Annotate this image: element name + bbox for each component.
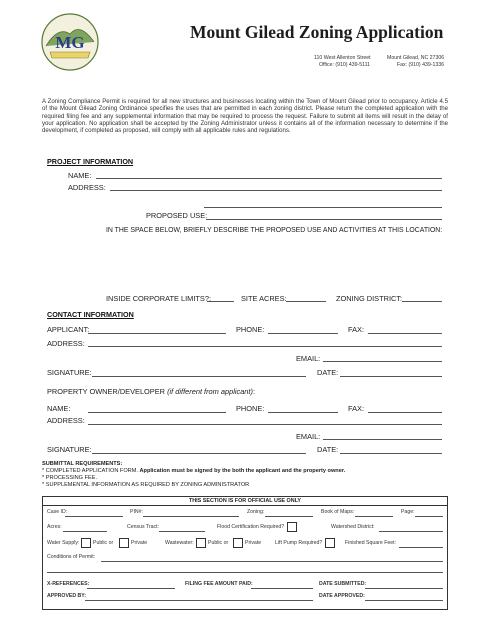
submittal-item-fee: * PROCESSING FEE.	[42, 475, 98, 481]
applicant-field[interactable]	[88, 333, 226, 334]
submittal-heading: SUBMITTAL REQUIREMENTS:	[42, 461, 123, 467]
section-contact-information: CONTACT INFORMATION	[47, 310, 134, 319]
section-project-information: PROJECT INFORMATION	[47, 157, 134, 166]
applicant-phone-field[interactable]	[268, 333, 338, 334]
owner-date-label: DATE:	[317, 445, 339, 454]
water-supply-label: Water Supply:	[47, 540, 80, 546]
applicant-signature-label: SIGNATURE:	[47, 368, 92, 377]
zoning-field[interactable]	[265, 516, 313, 517]
book-of-maps-label: Book of Maps:	[321, 509, 355, 515]
watershed-label: Watershed District:	[331, 524, 375, 530]
filing-fee-label: FILING FEE AMOUNT PAID:	[185, 581, 253, 587]
project-name-label: NAME:	[68, 171, 92, 180]
page-field[interactable]	[415, 516, 443, 517]
owner-name-label: NAME:	[47, 404, 71, 413]
official-use-heading: THIS SECTION IS FOR OFFICIAL USE ONLY	[43, 497, 447, 506]
project-address-field[interactable]	[110, 190, 442, 191]
wastewater-private-label: Private	[245, 540, 262, 546]
intro-paragraph: A Zoning Compliance Permit is required for all new structures and businesses locating within the Town of Mount Gilead prior to occupancy. Article 4.5 of the Mount Gilead Zoning Ordinance specifies the uses that are permitted in each zoning district. Please return the completed application with the required filing fee and any supplemental information that may be required to process the request. Failure to submit all items will result in the delay of your application. No application shall be accepted by the Zoning Administrator unless it contains all of the information necessary to determine if the development, if completed as proposed, will comply with all applicable rules and regulations.	[42, 98, 448, 135]
owner-date-field[interactable]	[340, 453, 442, 454]
zoning-district-field[interactable]	[402, 301, 442, 302]
approved-by-field[interactable]	[85, 600, 313, 601]
owner-address-field[interactable]	[88, 424, 442, 425]
census-tract-field[interactable]	[159, 531, 205, 532]
water-public-checkbox[interactable]	[81, 538, 91, 548]
applicant-fax-label: FAX:	[348, 325, 365, 334]
inside-limits-field[interactable]	[207, 301, 234, 302]
conditions-field[interactable]	[101, 561, 443, 562]
wastewater-public-label: Public or	[208, 540, 229, 546]
proposed-use-field[interactable]	[206, 219, 442, 220]
finished-sqft-field[interactable]	[399, 547, 443, 548]
applicant-signature-field[interactable]	[92, 376, 306, 377]
submittal-item-supplemental: * SUPPLEMENTAL INFORMATION AS REQUIRED BY ZONING ADMINISTRATOR	[42, 482, 250, 488]
office-fax: Fax: (910) 439-1336	[397, 62, 445, 68]
conditions-label: Conditions of Permit:	[47, 554, 96, 560]
site-acres-field[interactable]	[286, 301, 326, 302]
applicant-email-label: EMAIL:	[296, 354, 321, 363]
pin-label: PIN#:	[130, 509, 143, 515]
inside-limits-label: INSIDE CORPORATE LIMITS?:	[106, 294, 211, 303]
x-references-label: X-REFERENCES:	[47, 581, 90, 587]
submittal-item-application-text: * COMPLETED APPLICATION FORM.	[42, 468, 138, 474]
finished-sqft-label: Finished Square Feet:	[345, 540, 397, 546]
owner-phone-field[interactable]	[268, 412, 338, 413]
owner-signature-label: SIGNATURE:	[47, 445, 92, 454]
owner-address-label: ADDRESS:	[47, 416, 85, 425]
date-submitted-label: DATE SUBMITTED:	[319, 581, 367, 587]
project-address-label: ADDRESS:	[68, 183, 106, 192]
project-address-field-2[interactable]	[204, 207, 442, 208]
logo-mark: MG	[55, 33, 85, 52]
proposed-use-label: PROPOSED USE:	[146, 211, 208, 220]
owner-heading-text: PROPERTY OWNER/DEVELOPER	[47, 387, 166, 396]
applicant-address-label: ADDRESS:	[47, 339, 85, 348]
owner-email-label: EMAIL:	[296, 432, 321, 441]
submittal-item-application-note: Application must be signed by the both the applicant and the property owner.	[139, 468, 346, 474]
case-id-field[interactable]	[65, 516, 123, 517]
page-label: Page:	[401, 509, 415, 515]
submittal-item-application	[42, 468, 345, 474]
lift-pump-label: Lift Pump Required?	[275, 540, 323, 546]
book-of-maps-field[interactable]	[355, 516, 393, 517]
applicant-date-field[interactable]	[340, 376, 442, 377]
street-address: 110 West Allenton Street	[314, 55, 371, 61]
describe-use-area[interactable]	[68, 238, 442, 290]
owner-name-field[interactable]	[88, 412, 226, 413]
acres-label: Acres:	[47, 524, 62, 530]
owner-email-field[interactable]	[323, 439, 442, 440]
wastewater-label: Wastewater:	[165, 540, 194, 546]
lift-pump-checkbox[interactable]	[325, 538, 335, 548]
owner-note: (if different from applicant)	[167, 387, 253, 396]
x-references-field[interactable]	[87, 588, 175, 589]
owner-heading-colon: :	[252, 387, 255, 396]
zoning-label: Zoning:	[247, 509, 265, 515]
date-approved-field[interactable]	[365, 600, 443, 601]
wastewater-private-checkbox[interactable]	[233, 538, 243, 548]
acres-field[interactable]	[63, 531, 107, 532]
flood-cert-label: Flood Certification Required?	[217, 524, 285, 530]
date-submitted-field[interactable]	[365, 588, 443, 589]
applicant-address-field[interactable]	[88, 346, 442, 347]
official-use-box	[42, 496, 448, 610]
wastewater-public-checkbox[interactable]	[196, 538, 206, 548]
water-public-label: Public or	[93, 540, 114, 546]
applicant-fax-field[interactable]	[368, 333, 442, 334]
pin-field[interactable]	[143, 516, 239, 517]
project-name-field[interactable]	[96, 178, 442, 179]
watershed-field[interactable]	[379, 531, 443, 532]
owner-phone-label: PHONE:	[236, 404, 265, 413]
flood-cert-checkbox[interactable]	[287, 522, 297, 532]
applicant-date-label: DATE:	[317, 368, 339, 377]
water-private-label: Private	[131, 540, 148, 546]
case-id-label: Case ID:	[47, 509, 68, 515]
zoning-district-label: ZONING DISTRICT:	[336, 294, 403, 303]
date-approved-label: DATE APPROVED:	[319, 593, 365, 599]
applicant-email-field[interactable]	[323, 361, 442, 362]
conditions-field-2[interactable]	[47, 572, 443, 573]
census-tract-label: Census Tract:	[127, 524, 160, 530]
applicant-label: APPLICANT:	[47, 325, 90, 334]
site-acres-label: SITE ACRES:	[241, 294, 287, 303]
filing-fee-field[interactable]	[251, 588, 313, 589]
owner-heading	[47, 387, 255, 396]
town-logo	[40, 12, 100, 72]
water-private-checkbox[interactable]	[119, 538, 129, 548]
applicant-phone-label: PHONE:	[236, 325, 265, 334]
office-phone: Office: (910) 439-5111	[319, 62, 371, 68]
page-title: Mount Gilead Zoning Application	[190, 22, 444, 42]
owner-fax-label: FAX:	[348, 404, 365, 413]
owner-signature-field[interactable]	[92, 453, 306, 454]
approved-by-label: APPROVED BY:	[47, 593, 87, 599]
describe-use-label: IN THE SPACE BELOW, BRIEFLY DESCRIBE THE PROPOSED USE AND ACTIVITIES AT THIS LOCATION:	[106, 227, 443, 234]
city-state-zip: Mount Gilead, NC 27306	[387, 55, 445, 61]
owner-fax-field[interactable]	[368, 412, 442, 413]
